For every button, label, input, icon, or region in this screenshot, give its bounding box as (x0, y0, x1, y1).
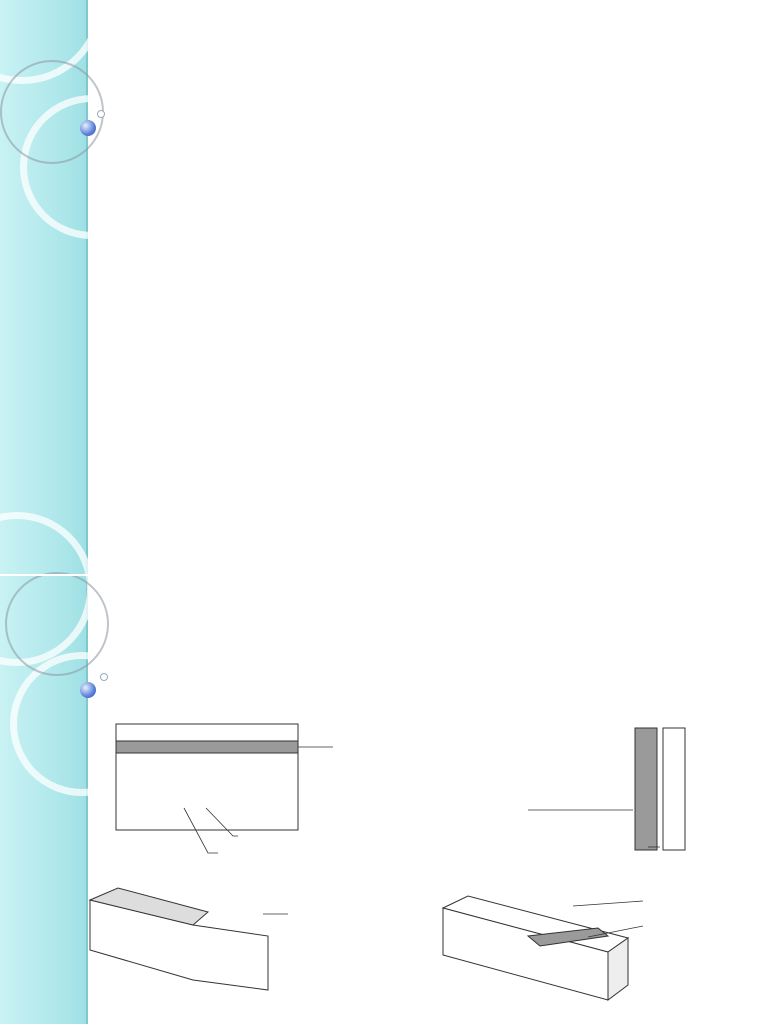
decorative-dot (80, 682, 96, 698)
decorative-ring-thin (5, 572, 109, 676)
decorative-dot-small (97, 110, 105, 118)
masonry-diagram (88, 700, 768, 1024)
wythe-section (635, 728, 685, 850)
leader-line (573, 901, 643, 906)
decorative-dot (80, 120, 96, 136)
slide-separator (0, 574, 768, 576)
soldier-course-illustration (90, 888, 268, 990)
stretcher-header-illustration (443, 896, 628, 1000)
brick-wall-elevation (116, 724, 298, 830)
decorative-dot-small (100, 673, 108, 681)
decorative-ring-thin (0, 60, 104, 164)
